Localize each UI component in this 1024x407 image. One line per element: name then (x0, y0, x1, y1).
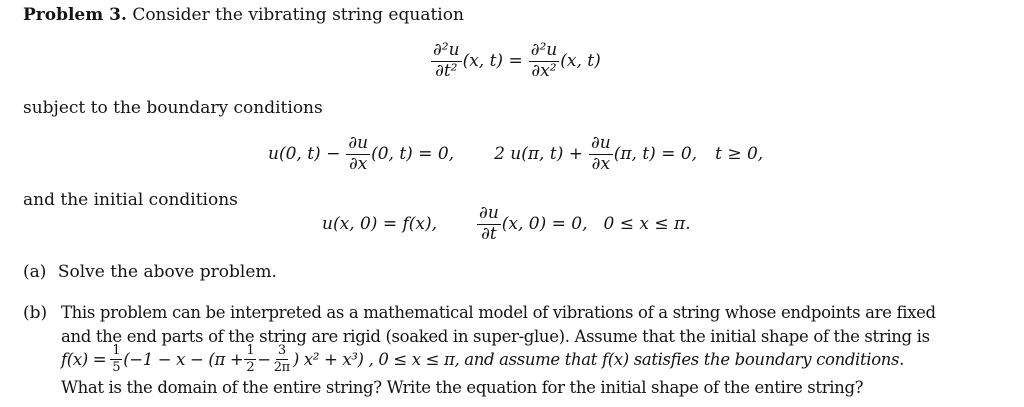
problem-intro: Consider the vibrating string equation (132, 5, 464, 25)
pde-lhs-fraction (431, 42, 462, 81)
pde-rhs-args: (x, t) (560, 51, 601, 72)
frac-one-half-num: 1 (246, 343, 255, 358)
pde-rhs-fraction (529, 42, 560, 81)
frac-three-num: 3 (277, 343, 286, 358)
frac-one-half-den: 2 (246, 359, 255, 375)
bc-right-start: 2 u(π, t) + (494, 144, 583, 165)
bc-left-numerator: ∂u (348, 133, 369, 153)
part-b-poly-start: (−1 − x − (π + (123, 349, 244, 369)
part-b-minus: − (257, 349, 271, 369)
boundary-conditions (268, 135, 763, 174)
ic-second-fraction (477, 205, 501, 244)
part-b-label: (b) (23, 303, 48, 323)
bc-right-end: (π, t) = 0, (613, 144, 698, 165)
bc-left-denominator: ∂x (349, 153, 368, 174)
bc-time-range: t ≥ 0, (715, 144, 764, 165)
part-b-line4: What is the domain of the entire string? Write the equation for the initial shape of the entire string? (61, 378, 864, 397)
part-b-line1: This problem can be interpreted as a mathematical model of vibrations of a string whose endpoints are fixed (61, 303, 936, 322)
pde-lhs-denominator: ∂t² (435, 60, 458, 81)
problem-title: Problem 3. (23, 5, 127, 25)
bc-left-end: (0, t) = 0, (371, 144, 455, 165)
bc-right-fraction (589, 135, 613, 174)
pde-rhs-denominator: ∂x² (531, 60, 557, 81)
part-a-label: (a) (23, 262, 47, 282)
part-b-line3 (61, 344, 904, 374)
pde-rhs-numerator: ∂²u (530, 40, 558, 60)
frac-three-over-two-pi (272, 344, 292, 374)
ic-second-end: (x, 0) = 0, (501, 214, 588, 235)
ic-second-denominator: ∂t (481, 223, 497, 244)
boundary-conditions-intro: subject to the boundary conditions (23, 98, 323, 118)
frac-one-fifth-num: 1 (112, 343, 121, 358)
pde-lhs-numerator: ∂²u (433, 40, 460, 60)
bc-left-fraction (346, 135, 370, 174)
frac-two-pi-den: 2π (273, 359, 290, 375)
frac-one-half (244, 344, 256, 374)
initial-conditions-intro: and the initial conditions (23, 190, 238, 210)
wave-equation (430, 42, 601, 81)
bc-left-start: u(0, t) − (268, 144, 341, 165)
frac-one-fifth (110, 344, 122, 374)
frac-one-fifth-den: 5 (112, 359, 121, 375)
problem-header (23, 5, 464, 25)
part-b-f-def: f(x) = (61, 349, 107, 369)
part-b-poly-end: ) x² + x³) , 0 ≤ x ≤ π, and assume that f(x) satisfies the boundary conditions. (292, 349, 905, 369)
ic-domain: 0 ≤ x ≤ π. (603, 214, 691, 235)
part-a (23, 262, 277, 282)
initial-conditions (322, 205, 691, 244)
ic-second-numerator: ∂u (479, 203, 499, 223)
part-a-text: Solve the above problem. (57, 262, 277, 282)
part-b-line2: and the end parts of the string are rigid (soaked in super-glue). Assume that the initial shape of the string is (61, 327, 930, 346)
bc-right-numerator: ∂u (590, 133, 611, 153)
ic-first: u(x, 0) = f(x), (322, 214, 438, 235)
pde-lhs-args: (x, t) = (462, 51, 523, 72)
bc-right-denominator: ∂x (591, 153, 611, 174)
